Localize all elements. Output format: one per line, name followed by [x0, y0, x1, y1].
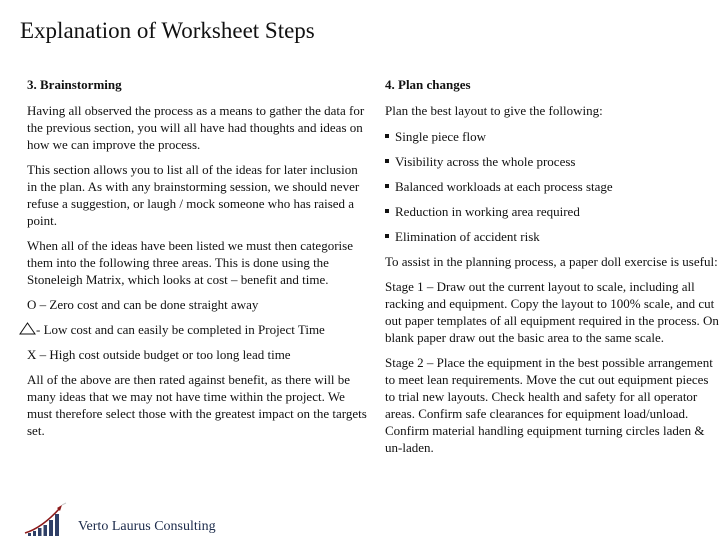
brainstorming-column [27, 76, 367, 447]
plan-changes-column [385, 76, 720, 464]
bullet-square-icon [385, 234, 389, 238]
bullet-square-icon [385, 159, 389, 163]
growth-chart-icon [22, 502, 68, 538]
plan-changes-intro: Plan the best layout to give the following: [385, 103, 603, 118]
paper-doll-intro: To assist in the planning process, a paper doll exercise is useful: [385, 254, 718, 269]
company-name: Verto Laurus Consulting [78, 519, 216, 534]
slide-title: Explanation of Worksheet Steps [20, 18, 315, 43]
stage-1-text: Stage 1 – Draw out the current layout to scale, including all racking and equipment. Copy the layout to 100% scale, and cut out paper templates of all equipment required in the process. On blank paper draw out the basic area to the same scale. [385, 279, 719, 345]
list-item: Single piece flow [385, 128, 720, 145]
category-zero-cost: O – Zero cost and can be done straight away [27, 297, 259, 312]
bullet-square-icon [385, 209, 389, 213]
brainstorming-heading: 3. Brainstorming [27, 77, 122, 92]
stage-2-text: Stage 2 – Place the equipment in the best possible arrangement to meet lean requirements. Move the cut out equipment pieces to trial new layouts. Check health and safety for all operator areas. Confirm safe clearances for equipment load/unload. Confirm material handling equipment turning circles laden & un-laden. [385, 355, 713, 455]
plan-goals-list [385, 128, 720, 245]
list-item: Reduction in working area required [385, 203, 720, 220]
triangle-icon [19, 322, 36, 335]
category-low-cost [19, 321, 359, 338]
category-high-cost: X – High cost outside budget or too long lead time [27, 347, 291, 362]
footer-branding [22, 500, 262, 540]
brainstorming-paragraph-1: Having all observed the process as a means to gather the data for the previous section, you will all have had thoughts and ideas on how we can improve the process. [27, 103, 365, 152]
brainstorming-paragraph-3: When all of the ideas have been listed we must then categorise them into the following three areas. This is done using the Stoneleigh Matrix, which looks at cost – benefit and time. [27, 238, 353, 287]
bullet-square-icon [385, 184, 389, 188]
list-item: Visibility across the whole process [385, 153, 720, 170]
brainstorming-paragraph-2: This section allows you to list all of the ideas for later inclusion in the plan. As with any brainstorming session, we should never refuse a suggestion, or laugh / mock someone who has raised a point. [27, 162, 360, 228]
brainstorming-closing: All of the above are then rated against benefit, as there will be many ideas that we may not have time within the project. We must therefore select those with the greatest impact on the targets set. [27, 372, 367, 438]
bullet-square-icon [385, 134, 389, 138]
list-item: Elimination of accident risk [385, 228, 720, 245]
list-item: Balanced workloads at each process stage [385, 178, 720, 195]
category-low-cost-text: - Low cost and can easily be completed in Project Time [36, 322, 325, 337]
plan-changes-heading: 4. Plan changes [385, 77, 471, 92]
